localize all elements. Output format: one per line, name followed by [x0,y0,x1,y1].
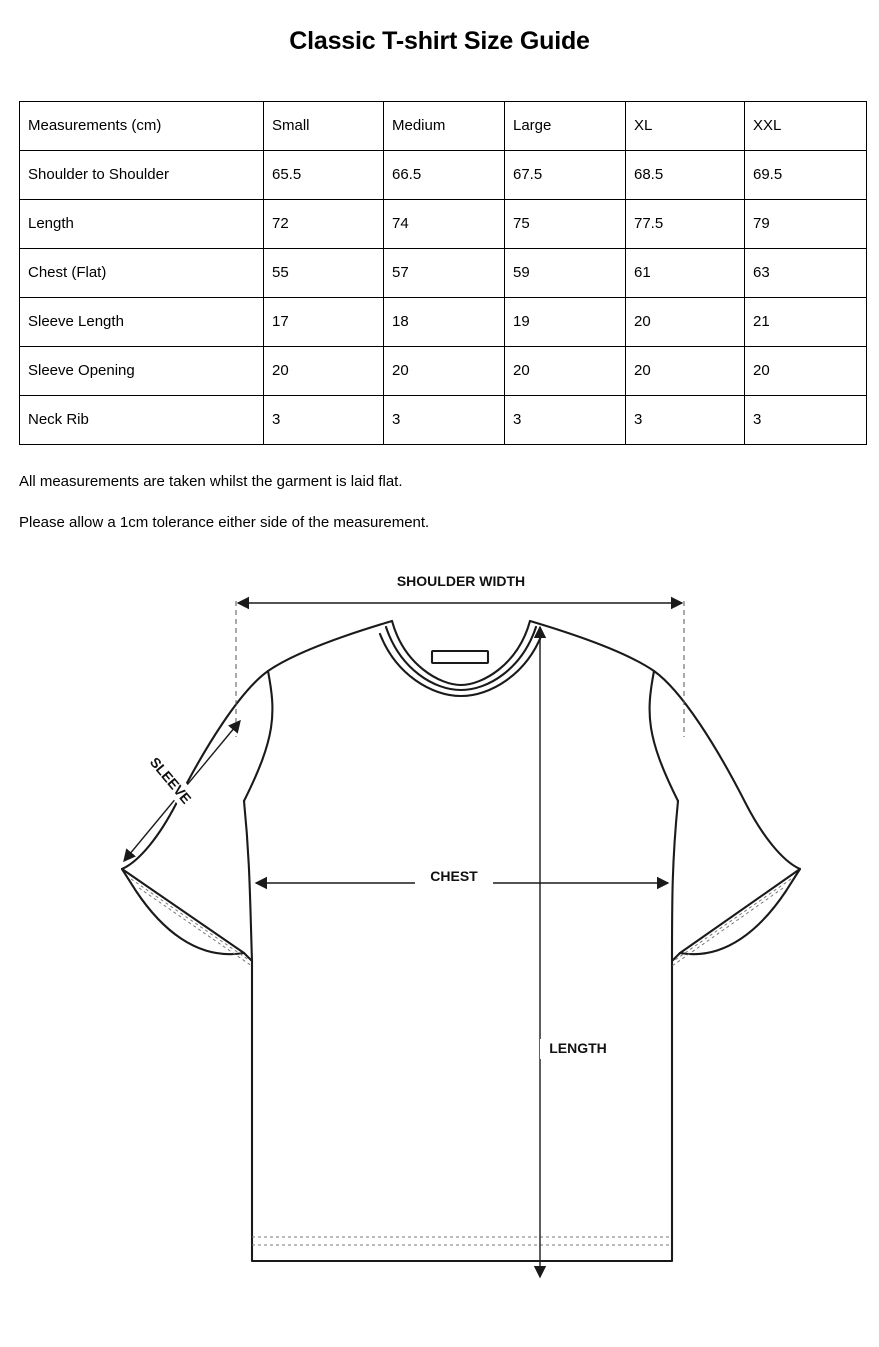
tshirt-outline [122,621,800,1261]
row-value: 74 [384,200,505,249]
shoulder-width-label: SHOULDER WIDTH [396,572,526,589]
row-value: 69.5 [745,151,867,200]
table-header-cell: XXL [745,102,867,151]
row-value: 3 [384,396,505,445]
row-label: Chest (Flat) [20,249,264,298]
shoulder-width-measure [236,571,684,737]
row-value: 79 [745,200,867,249]
row-value: 59 [505,249,626,298]
row-value: 55 [264,249,384,298]
row-label: Shoulder to Shoulder [20,151,264,200]
row-label: Length [20,200,264,249]
sleeve-label: SLEEVE [146,753,195,807]
row-label: Neck Rib [20,396,264,445]
row-value: 17 [264,298,384,347]
page-title: Classic T-shirt Size Guide [289,27,590,55]
chest-label: CHEST [430,867,478,884]
size-guide-page [0,26,879,1347]
row-value: 3 [505,396,626,445]
row-value: 72 [264,200,384,249]
row-value: 3 [626,396,745,445]
row-value: 19 [505,298,626,347]
row-value: 63 [745,249,867,298]
tshirt-diagram [0,561,879,1281]
row-value: 67.5 [505,151,626,200]
row-value: 3 [264,396,384,445]
row-value: 20 [626,298,745,347]
row-value: 61 [626,249,745,298]
row-value: 20 [264,347,384,396]
row-label: Sleeve Opening [20,347,264,396]
size-table-container [19,101,860,445]
length-measure [540,627,622,1277]
size-table [19,101,867,445]
length-label: LENGTH [549,1039,607,1056]
row-value: 21 [745,298,867,347]
row-value: 18 [384,298,505,347]
table-header-cell: Measurements (cm) [20,102,264,151]
note-flat-measurement: All measurements are taken whilst the garment is laid flat. [19,473,403,490]
row-value: 20 [745,347,867,396]
tshirt-stitch-details [131,879,791,1245]
row-value: 77.5 [626,200,745,249]
row-value: 3 [745,396,867,445]
row-value: 57 [384,249,505,298]
chest-measure [256,867,668,887]
table-row [20,200,867,249]
row-value: 20 [384,347,505,396]
notes-section [19,473,860,533]
table-row [20,347,867,396]
row-value: 20 [626,347,745,396]
row-value: 65.5 [264,151,384,200]
table-header-cell: Medium [384,102,505,151]
note-tolerance: Please allow a 1cm tolerance either side of the measurement. [19,513,430,531]
row-value: 68.5 [626,151,745,200]
table-header-cell: Large [505,102,626,151]
row-value: 75 [505,200,626,249]
row-value: 66.5 [384,151,505,200]
table-row [20,249,867,298]
table-row [20,396,867,445]
table-header-cell: Small [264,102,384,151]
table-header-cell: XL [626,102,745,151]
sleeve-measure [124,721,240,861]
row-value: 20 [505,347,626,396]
row-label: Sleeve Length [20,298,264,347]
table-header-row [20,102,867,151]
table-row [20,298,867,347]
table-row [20,151,867,200]
